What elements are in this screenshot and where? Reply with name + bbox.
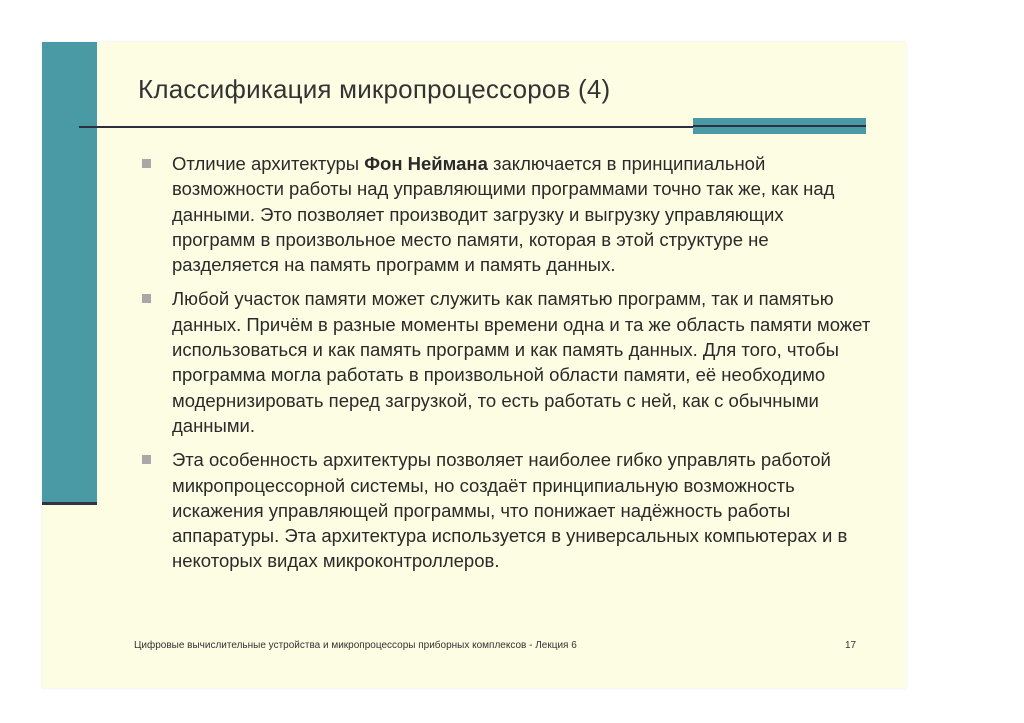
square-bullet-icon <box>142 159 151 168</box>
bullet-1-text-start: Отличие архитектуры <box>172 153 365 174</box>
square-bullet-icon <box>142 294 151 303</box>
bullet-2-text: Любой участок памяти может служить как памятью программ, так и памятью данных. Причём в разные моменты времени одна и та же область памяти может использоваться и как память программ и как память данных. Для того, чтобы программа могла работать в произвольной области памяти, её необходимо модернизировать перед загрузкой, то есть работать с ней, как с обычными данными. <box>172 288 871 436</box>
bullet-item-1 <box>142 151 872 277</box>
bullet-3-text: Эта особенность архитектуры позволяет наиболее гибко управлять работой микропроцессорной системы, но создаёт принципиальную возможность искажения управляющей программы, что понижает надёжность работы аппаратуры. Эта архитектура используется в универсальных компьютерах и в некоторых видах микроконтроллеров. <box>172 449 848 572</box>
title-accent-bar <box>693 118 866 134</box>
bullet-item-2 <box>142 286 872 438</box>
slide-title: Классификация микропроцессоров (4) <box>138 74 611 104</box>
square-bullet-icon <box>142 455 151 464</box>
bullet-item-3 <box>142 447 872 573</box>
slide <box>42 42 906 688</box>
side-accent-line <box>42 502 97 505</box>
page-number: 17 <box>845 640 857 651</box>
slide-footer: Цифровые вычислительные устройства и микропроцессоры приборных комплексов - Лекция 6 <box>134 640 577 651</box>
bullet-1-bold-term: Фон Неймана <box>364 153 488 174</box>
bullet-1-text-rest: заключается в принципиальной возможности работы над управляющими программами точно так же, как над данными. Это позволяет производит загрузку и выгрузку управляющих программ в произвольное место памяти, которая в этой структуре не разделяется на память программ и память данных. <box>172 153 835 276</box>
side-accent-bar <box>42 42 97 502</box>
bullet-list <box>142 151 872 583</box>
